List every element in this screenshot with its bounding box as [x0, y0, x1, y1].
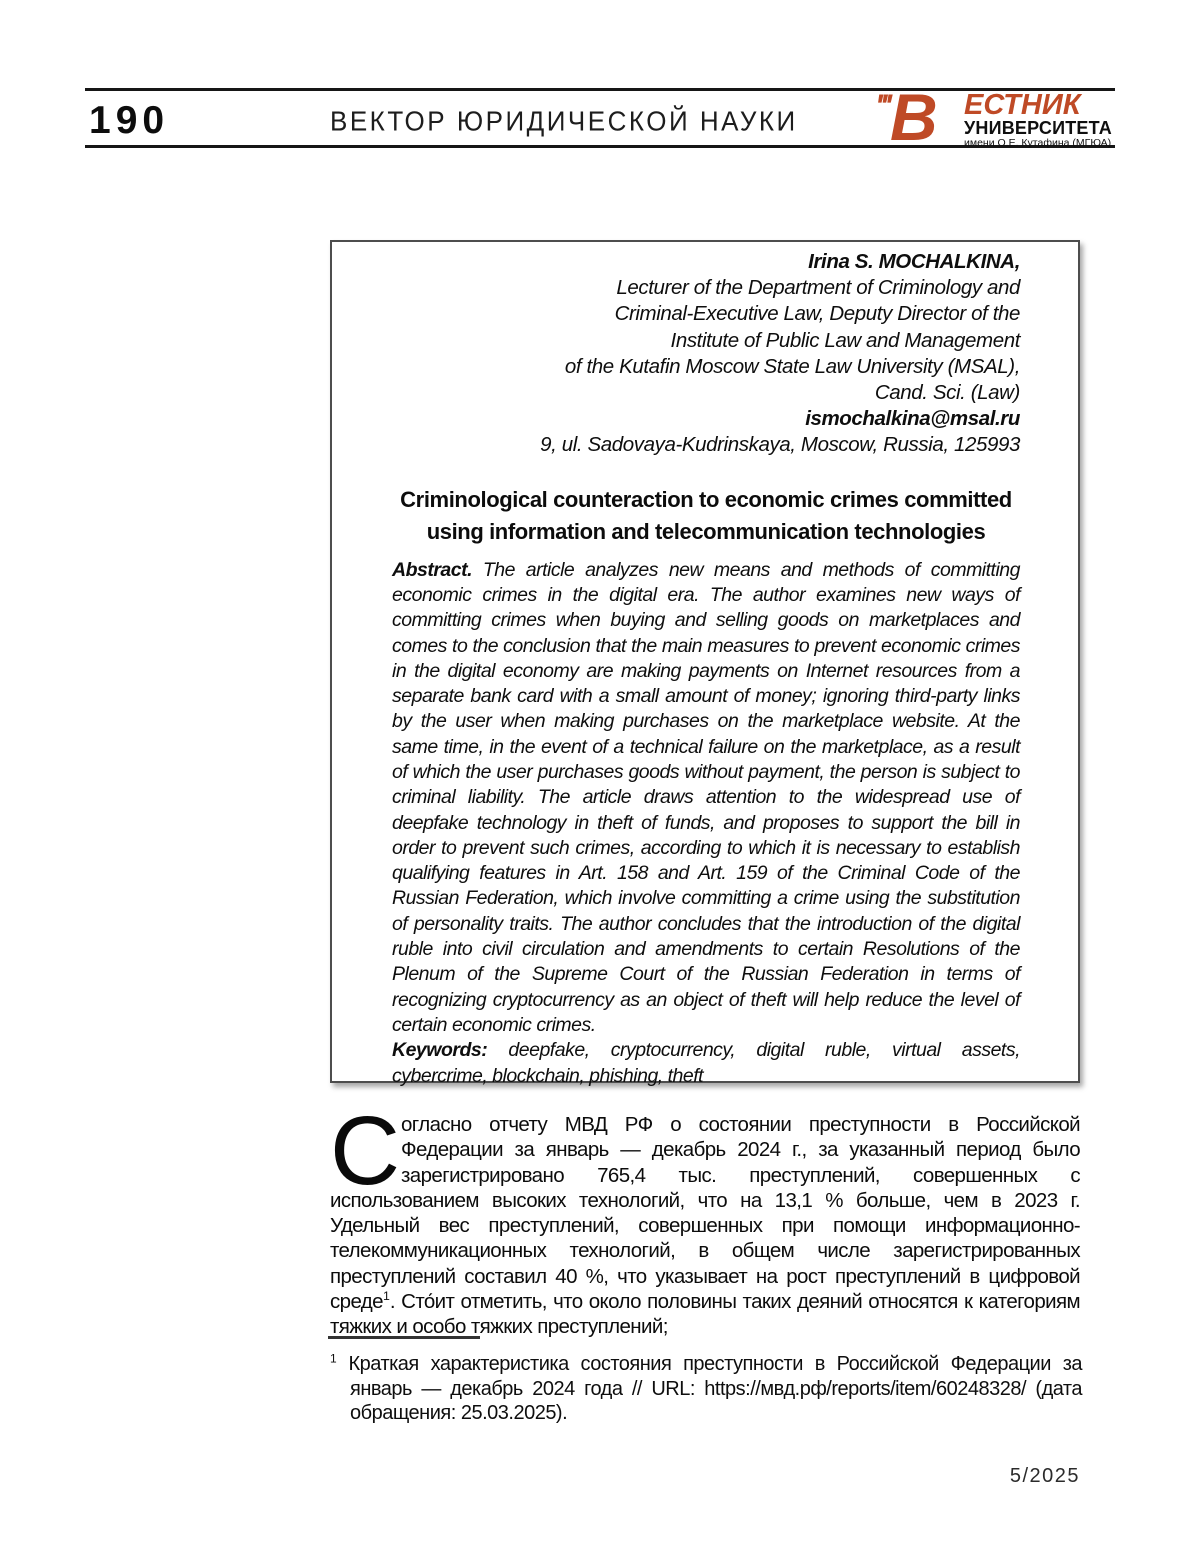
article-title-line: Criminological counteraction to economic crimes committed — [400, 486, 1012, 512]
footnote-reference: 1 — [382, 1289, 390, 1304]
footnote — [330, 1352, 1082, 1426]
author-degree-line: Cand. Sci. (Law) — [874, 381, 1020, 405]
author-email: ismochalkina@msal.ru — [805, 407, 1020, 431]
body-text-segment: . Сто́ит отметить, что около половины таких деяний относятся к категориям тяжких и особо тяжких преступлений; — [330, 1290, 1080, 1339]
logo-subtitle: имени О.Е. Кутафина (МГЮА) — [964, 137, 1112, 149]
body-text-segment: огласно отчету МВД РФ о состоянии преступности в Российской Федерации за январь — декабрь 2024 г., за указанный период было зарегистрировано 765,4 тыс. преступлений, совершенных с использованием высоких технологий, что на 13,1 % больше, чем в 2023 г. Удельный вес преступлений, совершенных при помощи информационно-телекоммуникационных технологий, в общем числе зарегистрированных преступлений составил 40 %, что указывает на рост преступлений в цифровой среде — [330, 1113, 1080, 1314]
section-title: ВЕКТОР ЮРИДИЧЕСКОЙ НАУКИ — [330, 105, 798, 137]
keywords-paragraph — [392, 1038, 1020, 1089]
article-title-line: using information and telecommunication technologies — [426, 518, 986, 544]
author-affiliation-line: Institute of Public Law and Management — [670, 328, 1020, 352]
body-paragraph — [330, 1096, 1080, 1340]
logo-masthead: ЕСТНИК — [964, 89, 1081, 121]
keywords-label: Keywords: — [392, 1039, 488, 1062]
logo-initial-letter: В — [890, 80, 938, 154]
author-affiliation-line: Criminal-Executive Law, Deputy Director of the — [614, 302, 1020, 326]
page-number: 190 — [89, 99, 170, 142]
footnote-separator — [328, 1336, 480, 1339]
abstract-paragraph — [392, 558, 1020, 1039]
author-name: Irina S. MOCHALKINA, — [808, 250, 1020, 273]
author-address: 9, ul. Sadovaya-Kudrinskaya, Moscow, Russia, 125993 — [540, 433, 1020, 457]
footnote-text: Краткая характеристика состояния преступности в Российской Федерации за январь — декабрь 2024 года // URL: https://мвд.рф/reports/item/60248328/ (дата обращения: 25.03.2025). — [348, 1353, 1082, 1425]
running-head — [85, 80, 1115, 154]
logo-ticks-icon: ''' — [875, 88, 889, 124]
journal-logo — [875, 80, 1112, 154]
footnote-marker: 1 — [330, 1351, 337, 1366]
keywords-text: deepfake, cryptocurrency, digital ruble, virtual assets, cybercrime, blockchain, phishing, theft — [392, 1039, 1021, 1087]
author-affiliation-line: of the Kutafin Moscow State Law University (MSAL), — [564, 354, 1020, 378]
abstract-label: Abstract. — [392, 558, 473, 581]
article-header-box — [330, 240, 1080, 1087]
logo-university: УНИВЕРСИТЕТА — [964, 118, 1112, 138]
article-title — [392, 484, 1020, 548]
issue-number: 5/2025 — [1009, 1465, 1080, 1487]
author-affiliation-line: Lecturer of the Department of Criminology and — [616, 276, 1020, 300]
abstract-text: The article analyzes new means and methods of committing economic crimes in the digital era. The author examines new ways of committing crimes when buying and selling goods on marketplaces and comes to the conclusion that the main measures to prevent economic crimes in the digital economy are making payments on Internet resources from a separate bank card with a small amount of money; ignoring third-party links by the user when making purchases on the marketplace website. At the same time, in the event of a technical failure on the marketplace, as a result of which the user purchases goods without payment, the person is subject to criminal liability. The article draws attention to the widespread use of deepfake technology in theft of funds, and proposes to support the bill in order to prevent such crimes, according to which it is necessary to establish qualifying features in Art. 158 and Art. 159 of the Criminal Code of the Russian Federation, which involve committing a crime using the substitution of personality traits. The author concludes that the introduction of the digital ruble into civil circulation and amendments to certain Resolutions of the Plenum of the Supreme Court of the Russian Federation in terms of recognizing cryptocurrency as an object of theft will help reduce the level of certain economic crimes. — [392, 558, 1020, 1036]
logo-wordmark — [964, 89, 1112, 149]
author-block — [392, 249, 1020, 459]
drop-cap: С — [330, 1096, 400, 1205]
